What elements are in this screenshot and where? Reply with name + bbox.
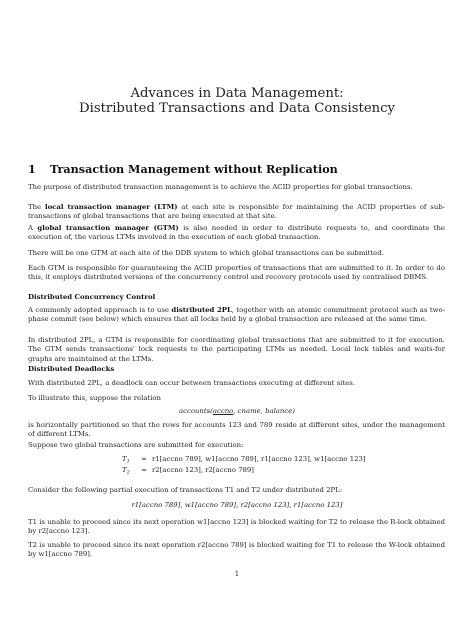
paragraph-illustrate: To illustrate this, suppose the relation <box>28 394 161 402</box>
page-number: 1 <box>234 570 240 578</box>
paragraph-purpose: The purpose of distributed transaction management is to achieve the ACID properties for global transactions. <box>28 183 413 191</box>
paragraph-gtm-per-site: There will be one GTM at each site of the DDB system to which global transactions can be submitted. <box>28 249 384 257</box>
ltm-term: local transaction manager (LTM) <box>44 203 178 211</box>
paragraph-gtm-coordination: In distributed 2PL, a GTM is responsible for coordinating global transactions that are submitted to it for execution. The GTM sends transactions' lock requests to the participating LTMs as needed. Local lock tables and waits-for graphs are maintained at the LTMs. <box>28 336 445 363</box>
relation-attributes: , cname, balance) <box>233 407 295 415</box>
relation-schema <box>0 407 474 416</box>
transaction-t2-ops: r2[accno 123], r2[accno 789] <box>152 466 255 474</box>
relation-name: accounts( <box>179 407 213 415</box>
paragraph-ltm <box>28 203 445 222</box>
gtm-text-pre: A <box>28 224 38 232</box>
ltm-text-pre: The <box>28 203 45 211</box>
paragraph-t2-blocked: T2 is unable to proceed since its next operation r2[accno 789] is blocked waiting for T1 to release the W-lock obtained by w1[accno 789]. <box>28 541 445 559</box>
transaction-t2 <box>122 466 452 478</box>
transaction-t1-ops: r1[accno 789], w1[accno 789], r1[accno 123], w1[accno 123] <box>152 455 366 463</box>
paragraph-partitioning: is horizontally partitioned so that the rows for accounts 123 and 789 reside at different sites, under the management of different LTMs. <box>28 421 445 439</box>
document-title-line-2: Distributed Transactions and Data Consistency <box>79 101 395 116</box>
paragraph-distributed-2pl <box>28 306 445 325</box>
ltm-text-post: at each site is responsible for maintaining the ACID properties of sub-transactions of global transactions that are being executed at that site. <box>28 203 445 221</box>
gtm-term: global transaction manager (GTM) <box>37 224 179 232</box>
d2pl-term: distributed 2PL <box>171 306 232 314</box>
t2-subscript: 2 <box>126 469 130 476</box>
paragraph-t1-blocked: T1 is unable to proceed since its next operation w1[accno 123] is blocked waiting for T2 to release the R-lock obtained by r2[accno 123]. <box>28 518 445 536</box>
paragraph-partial-execution: Consider the following partial execution of transactions T1 and T2 under distributed 2PL: <box>28 486 343 494</box>
t1-letter: T <box>122 455 127 463</box>
transaction-t2-name <box>122 466 136 478</box>
d2pl-text-post: , together with an atomic commitment protocol such as two-phase commit (see below) which ensures that all locks held by a global transaction are released at the same time. <box>28 306 445 324</box>
equals-sign: = <box>141 466 147 474</box>
subheading-concurrency-control: Distributed Concurrency Control <box>28 293 156 301</box>
section-title: Transaction Management without Replication <box>50 162 338 176</box>
paragraph-gtm-acid: Each GTM is responsible for guaranteeing the ACID properties of transactions that are submitted to it. In order to do this, it employs distributed versions of the concurrency control and recovery protocols used by centralised DBMS. <box>28 264 445 282</box>
paragraph-gtm <box>28 224 445 243</box>
section-heading <box>28 162 448 176</box>
equals-sign: = <box>141 455 147 463</box>
paragraph-deadlock-intro: With distributed 2PL, a deadlock can occur between transactions executing at different sites. <box>28 379 355 387</box>
document-title-line-1: Advances in Data Management: <box>130 86 344 101</box>
gtm-text-post: is also needed in order to distribute requests to, and coordinate the execution of, the various LTMs involved in the execution of each global transaction. <box>28 224 446 242</box>
execution-schedule: r1[accno 789], w1[accno 789], r2[accno 123], r1[accno 123] <box>131 501 343 509</box>
paragraph-two-transactions: Suppose two global transactions are submitted for execution: <box>28 441 244 449</box>
relation-key: accno <box>212 407 234 415</box>
d2pl-text-pre: A commonly adopted approach is to use <box>28 306 172 314</box>
subheading-distributed-deadlocks: Distributed Deadlocks <box>28 365 115 373</box>
t2-letter: T <box>122 466 127 474</box>
section-number: 1 <box>28 162 36 176</box>
t1-subscript: 1 <box>126 458 130 465</box>
